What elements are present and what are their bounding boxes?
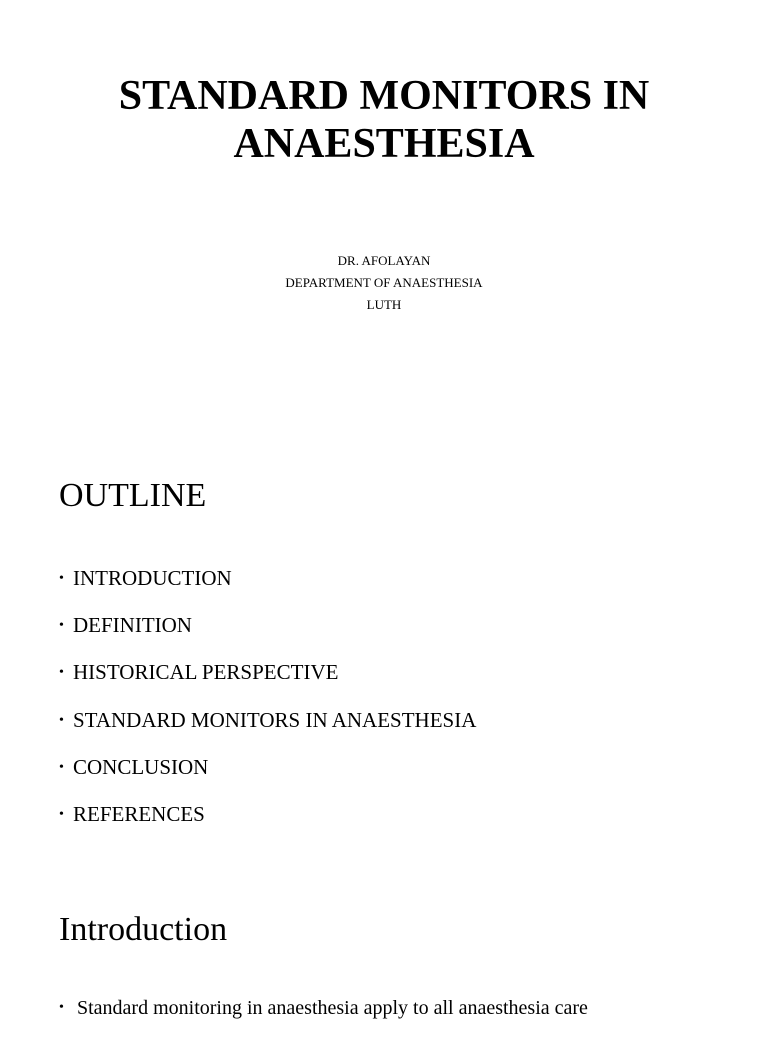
bullet-icon: • [59,759,64,775]
presenter-info [0,250,768,316]
list-item [59,994,588,1041]
bullet-icon: • [59,1000,64,1015]
list-item [59,800,476,847]
bullet-icon: • [59,712,64,728]
list-item [59,753,476,800]
bullet-icon: • [59,618,64,634]
department-name: DEPARTMENT OF ANAESTHESIA [285,275,483,290]
outline-item-label: DEFINITION [73,613,192,638]
outline-heading: OUTLINE [59,477,207,514]
outline-item-label: CONCLUSION [73,754,209,779]
presentation-title: STANDARD MONITORS IN ANAESTHESIA [118,73,650,167]
outline-item-label: HISTORICAL PERSPECTIVE [73,660,339,685]
bullet-icon: • [59,571,64,586]
list-item [59,564,476,611]
bullet-icon: • [59,806,64,822]
introduction-heading: Introduction [59,911,228,948]
outline-list [59,564,476,847]
introduction-list [59,994,588,1041]
outline-slide [0,430,768,870]
outline-item-label: STANDARD MONITORS IN ANAESTHESIA [73,707,477,732]
author-name: DR. AFOLAYAN [337,253,431,268]
list-item [59,611,476,658]
outline-item-label: INTRODUCTION [73,566,232,590]
introduction-slide [0,870,768,1024]
bullet-icon: • [59,665,64,681]
introduction-item-text: Standard monitoring in anaesthesia apply to all anaesthesia care [77,997,588,1019]
list-item [59,706,476,753]
title-slide [0,0,768,430]
institution-name: LUTH [366,297,402,312]
outline-item-label: REFERENCES [73,801,205,826]
list-item [59,658,476,705]
